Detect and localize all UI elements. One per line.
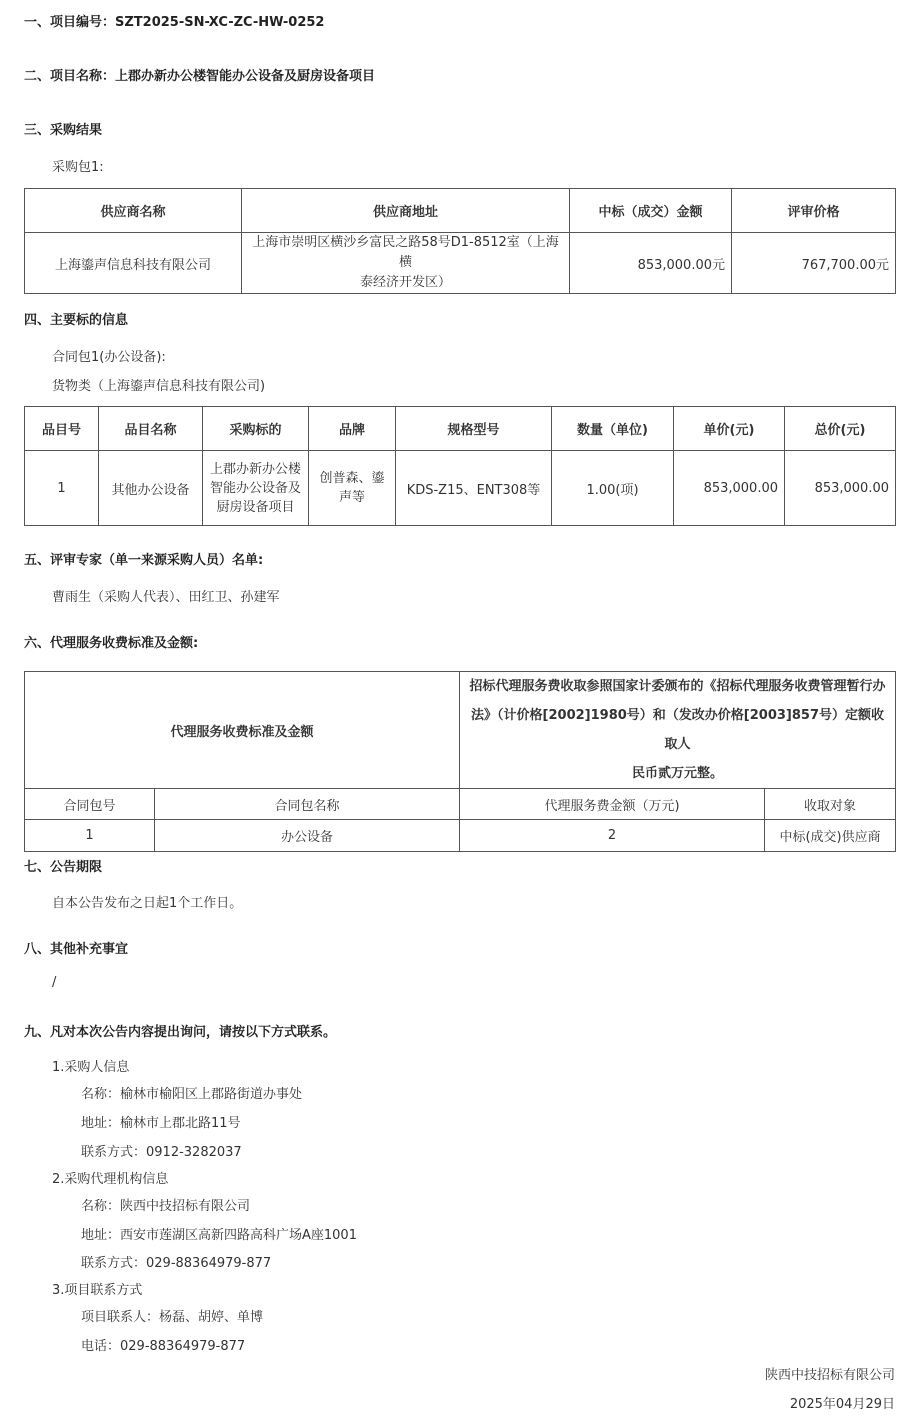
item-quantity: 1.00(项)	[552, 451, 674, 526]
header-supplier-address: 供应商地址	[242, 189, 570, 233]
header-item-name: 品目名称	[99, 407, 203, 451]
section-project-number: 一、项目编号：SZT2025-SN-XC-ZC-HW-0252	[24, 15, 325, 30]
section-contact: 九、凡对本次公告内容提出询问，请按以下方式联系。	[24, 1025, 337, 1040]
fee-table	[24, 671, 896, 852]
supplier-address-line-2: 泰经济开发区）	[359, 275, 451, 290]
header-review-price: 评审价格	[732, 189, 896, 233]
section-agency-fee: 六、代理服务收费标准及金额:	[24, 636, 199, 651]
item-brand-line-1: 创普森、鎏	[319, 471, 385, 486]
header-total-price: 总价(元)	[785, 407, 896, 451]
fee-description-line-1: 招标代理服务费收取参照国家计委颁布的《招标代理服务收费管理暂行办	[469, 679, 886, 694]
project-contact-phone: 电话：029-88364979-877	[81, 1339, 246, 1354]
header-brand: 品牌	[309, 407, 396, 451]
fee-description-line-2: 法》（计价格[2002]1980号）和（发改办价格[2003]857号）定额收取人	[471, 708, 884, 752]
section-other-matters: 八、其他补充事宜	[24, 942, 129, 957]
item-target-line-2: 智能办公设备及	[209, 480, 301, 496]
purchaser-name: 名称：榆林市榆阳区上郡路街道办事处	[81, 1087, 303, 1102]
fee-standard-description	[460, 672, 896, 789]
fee-contract-name: 办公设备	[155, 820, 460, 852]
item-brand	[309, 451, 396, 526]
items-table	[24, 406, 896, 526]
agency-name: 名称：陕西中技招标有限公司	[81, 1199, 251, 1214]
header-contract-no: 合同包号	[25, 789, 155, 820]
experts-list: 曹雨生（采购人代表）、田红卫、孙建军	[52, 590, 280, 605]
header-fee-payer: 收取对象	[765, 789, 896, 820]
notice-period-text: 自本公告发布之日起1个工作日。	[52, 896, 243, 911]
footer-date: 2025年04月29日	[789, 1397, 895, 1412]
header-quantity: 数量（单位)	[552, 407, 674, 451]
item-no: 1	[25, 451, 99, 526]
section-experts: 五、评审专家（单一来源采购人员）名单:	[24, 553, 264, 568]
section-main-items: 四、主要标的信息	[24, 313, 129, 328]
fee-standard-label: 代理服务收费标准及金额	[25, 672, 460, 789]
fee-contract-no: 1	[25, 820, 155, 852]
result-table	[24, 188, 896, 294]
item-total-price: 853,000.00	[785, 451, 896, 526]
goods-label: 货物类（上海鎏声信息科技有限公司)	[52, 379, 266, 394]
fee-amount: 2	[460, 820, 765, 852]
contract-package-label: 合同包1(办公设备):	[52, 350, 166, 365]
item-target	[203, 451, 309, 526]
purchaser-info-title: 1.采购人信息	[52, 1060, 130, 1075]
header-contract-name: 合同包名称	[155, 789, 460, 820]
supplier-name: 上海鎏声信息科技有限公司	[25, 233, 242, 294]
item-unit-price: 853,000.00	[674, 451, 785, 526]
agency-address: 地址：西安市莲湖区高新四路高科广场A座1001	[81, 1228, 357, 1243]
bid-amount: 853,000.00元	[570, 233, 732, 294]
header-fee-amount: 代理服务费金额（万元)	[460, 789, 765, 820]
header-target: 采购标的	[203, 407, 309, 451]
package-label: 采购包1:	[52, 160, 104, 175]
purchaser-address: 地址：榆林市上郡北路11号	[81, 1116, 241, 1131]
fee-payer: 中标(成交)供应商	[765, 820, 896, 852]
item-target-line-1: 上郡办新办公楼	[209, 461, 301, 477]
header-item-no: 品目号	[25, 407, 99, 451]
item-target-line-3: 厨房设备项目	[216, 499, 295, 515]
header-model: 规格型号	[396, 407, 552, 451]
section-procurement-result: 三、采购结果	[24, 123, 103, 138]
section-project-name: 二、项目名称：上郡办新办公楼智能办公设备及厨房设备项目	[24, 69, 376, 84]
other-matters-text: /	[52, 975, 57, 990]
project-contact-persons: 项目联系人：杨磊、胡婷、单博	[81, 1310, 264, 1325]
fee-description-line-3: 民币贰万元整。	[632, 766, 724, 781]
agency-phone: 联系方式：029-88364979-877	[81, 1256, 272, 1271]
header-bid-amount: 中标（成交）金额	[570, 189, 732, 233]
project-contact-title: 3.项目联系方式	[52, 1283, 143, 1298]
header-supplier-name: 供应商名称	[25, 189, 242, 233]
item-model: KDS-Z15、ENT308等	[396, 451, 552, 526]
section-notice-period: 七、公告期限	[24, 860, 103, 875]
header-unit-price: 单价(元)	[674, 407, 785, 451]
footer-organization: 陕西中技招标有限公司	[764, 1368, 895, 1383]
supplier-address-line-1: 上海市崇明区横沙乡富民之路58号D1-8512室（上海横	[252, 235, 559, 270]
item-name: 其他办公设备	[99, 451, 203, 526]
supplier-address	[242, 233, 570, 294]
purchaser-phone: 联系方式：0912-3282037	[81, 1145, 242, 1160]
review-price: 767,700.00元	[732, 233, 896, 294]
item-brand-line-2: 声等	[338, 490, 365, 505]
agency-info-title: 2.采购代理机构信息	[52, 1172, 169, 1187]
